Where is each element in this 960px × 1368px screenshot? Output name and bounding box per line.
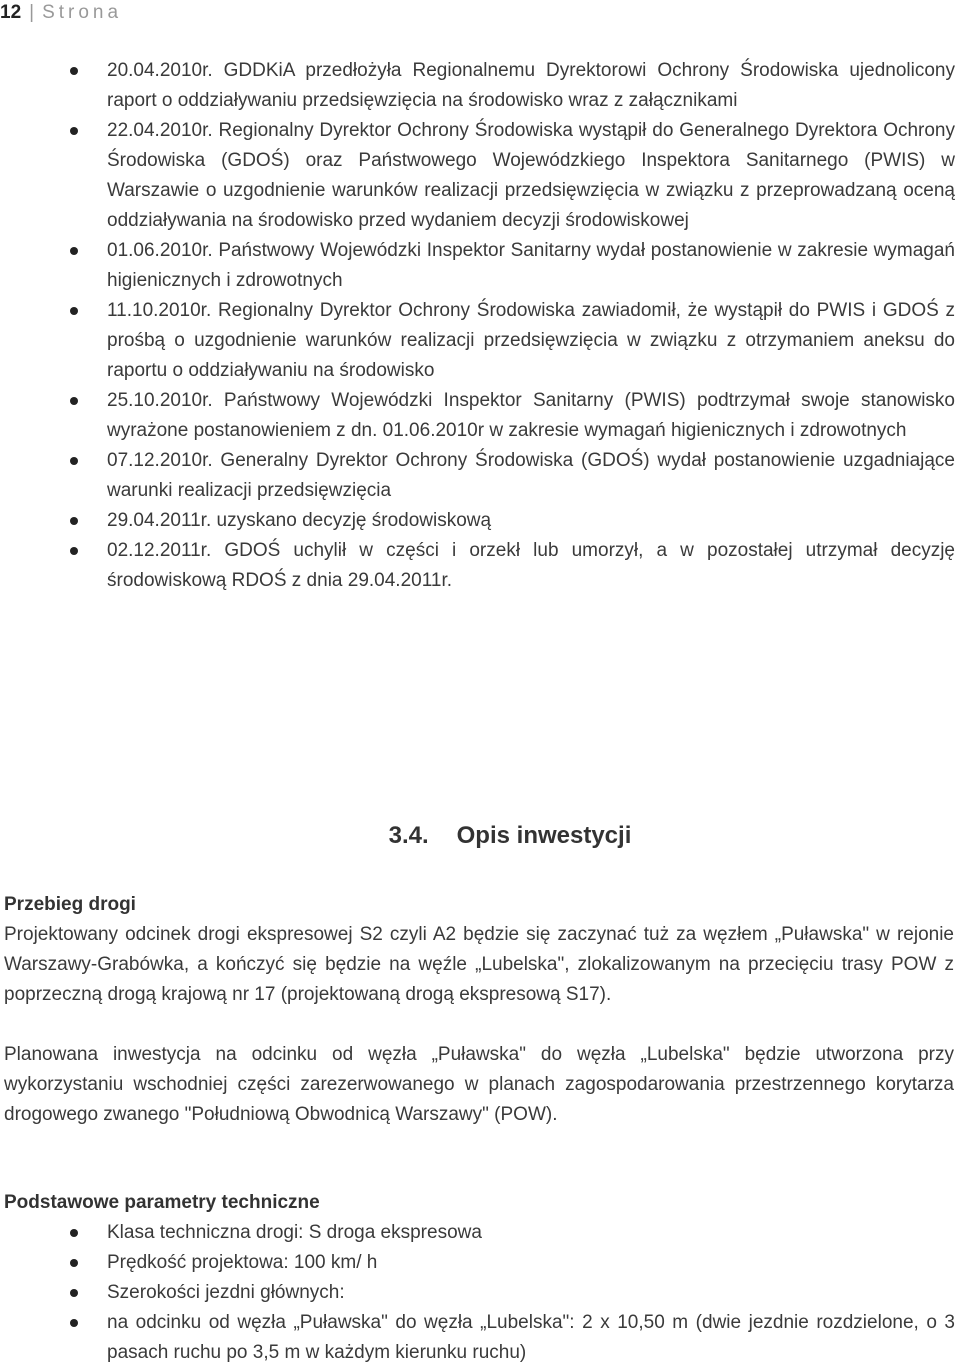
section-number: 3.4.	[388, 822, 429, 849]
params-item-text: na odcinku od węzła „Puławska" do węzła „Lubelska": 2 x 10,50 m (dwie jezdnie rozdzielone, o 3 pasach ruchu po 3,5 m w każdym kierunku ruchu)	[107, 1312, 955, 1363]
timeline-item-text: 22.04.2010r. Regionalny Dyrektor Ochrony Środowiska wystąpił do Generalnego Dyrektora Ochrony Środowiska (GDOŚ) oraz Państwowego Wojewódzkiego Inspektora Sanitarnego (PWIS) w Warszawie o uzgodnienie warunków realizacji przedsięwzięcia w związku z przeprowadzaną oceną oddziaływania na środowisko przed wydaniem decyzji środowiskowej	[107, 120, 955, 231]
timeline-item	[0, 116, 955, 236]
params-item-text: Szerokości jezdni głównych:	[107, 1282, 345, 1303]
bullet-icon	[70, 1259, 78, 1267]
timeline-item-text: 29.04.2011r. uzyskano decyzję środowiskową	[107, 510, 492, 531]
timeline-item	[0, 296, 955, 386]
route-paragraph-2: Planowana inwestycja na odcinku od węzła „Puławska" do węzła „Lubelska" będzie utworzona przy wykorzystaniu wschodniej części zarezerwowanego w planach zagospodarowania przestrzennego korytarza drogowego zwanego "Południową Obwodnicą Warszawy" (POW).	[4, 1044, 954, 1125]
page-header	[0, 0, 122, 26]
header-page-word: Strona	[42, 2, 123, 23]
timeline-item	[0, 386, 955, 446]
params-heading: Podstawowe parametry techniczne	[4, 1192, 320, 1213]
bullet-icon	[70, 67, 78, 75]
timeline-item	[0, 236, 955, 296]
bullet-icon	[70, 1289, 78, 1297]
timeline-item	[0, 446, 955, 506]
bullet-icon	[70, 307, 78, 315]
params-item-text: Prędkość projektowa: 100 km/ h	[107, 1252, 378, 1273]
timeline-item-text: 11.10.2010r. Regionalny Dyrektor Ochrony Środowiska zawiadomił, że wystąpił do PWIS i GDOŚ z prośbą o uzgodnienie warunków realizacji przedsięwzięcia w związku z otrzymaniem aneksu do raportu o oddziaływaniu na środowisko	[107, 300, 955, 381]
route-paragraph-1: Projektowany odcinek drogi ekspresowej S2 czyli A2 będzie się zaczynać tuż za węzłem „Puławska" w rejonie Warszawy-Grabówka, a kończyć się będzie na węźle „Lubelska", zlokalizowanym na przecięciu trasy POW z poprzeczną drogą krajową nr 17 (projektowaną drogą ekspresową S17).	[4, 924, 954, 1005]
timeline-item	[0, 56, 955, 116]
timeline-item-text: 20.04.2010r. GDDKiA przedłożyła Regionalnemu Dyrektorowi Ochrony Środowiska ujednolicony raport o oddziaływaniu przedsięwzięcia na środowisko wraz z załącznikami	[107, 60, 955, 111]
timeline-item-text: 07.12.2010r. Generalny Dyrektor Ochrony Środowiska (GDOŚ) wydał postanowienie uzgadniające warunki realizacji przedsięwzięcia	[107, 450, 955, 501]
bullet-icon	[70, 397, 78, 405]
timeline-list	[0, 56, 955, 596]
params-item	[0, 1278, 955, 1308]
timeline-item-text: 02.12.2011r. GDOŚ uchylił w części i orzekł lub umorzył, a w pozostałej utrzymał decyzję środowiskową RDOŚ z dnia 29.04.2011r.	[107, 540, 955, 591]
timeline-item	[0, 506, 955, 536]
bullet-icon	[70, 457, 78, 465]
header-separator: |	[29, 2, 35, 23]
bullet-icon	[70, 1229, 78, 1237]
params-item	[0, 1308, 955, 1368]
bullet-icon	[70, 547, 78, 555]
timeline-item-text: 25.10.2010r. Państwowy Wojewódzki Inspektor Sanitarny (PWIS) podtrzymał swoje stanowisko wyrażone postanowieniem z dn. 01.06.2010r w zakresie wymagań higienicznych i zdrowotnych	[107, 390, 955, 441]
params-list	[0, 1218, 955, 1368]
bullet-icon	[70, 517, 78, 525]
page-number: 12	[0, 2, 22, 23]
bullet-icon	[70, 247, 78, 255]
params-item	[0, 1248, 955, 1278]
bullet-icon	[70, 127, 78, 135]
section-heading	[0, 822, 960, 850]
route-heading: Przebieg drogi	[4, 894, 136, 915]
params-item-text: Klasa techniczna drogi: S droga ekspresowa	[107, 1222, 482, 1243]
bullet-icon	[70, 1319, 78, 1327]
params-item	[0, 1218, 955, 1248]
section-title: Opis inwestycji	[456, 822, 632, 849]
timeline-item	[0, 536, 955, 596]
timeline-item-text: 01.06.2010r. Państwowy Wojewódzki Inspektor Sanitarny wydał postanowienie w zakresie wymagań higienicznych i zdrowotnych	[107, 240, 955, 291]
